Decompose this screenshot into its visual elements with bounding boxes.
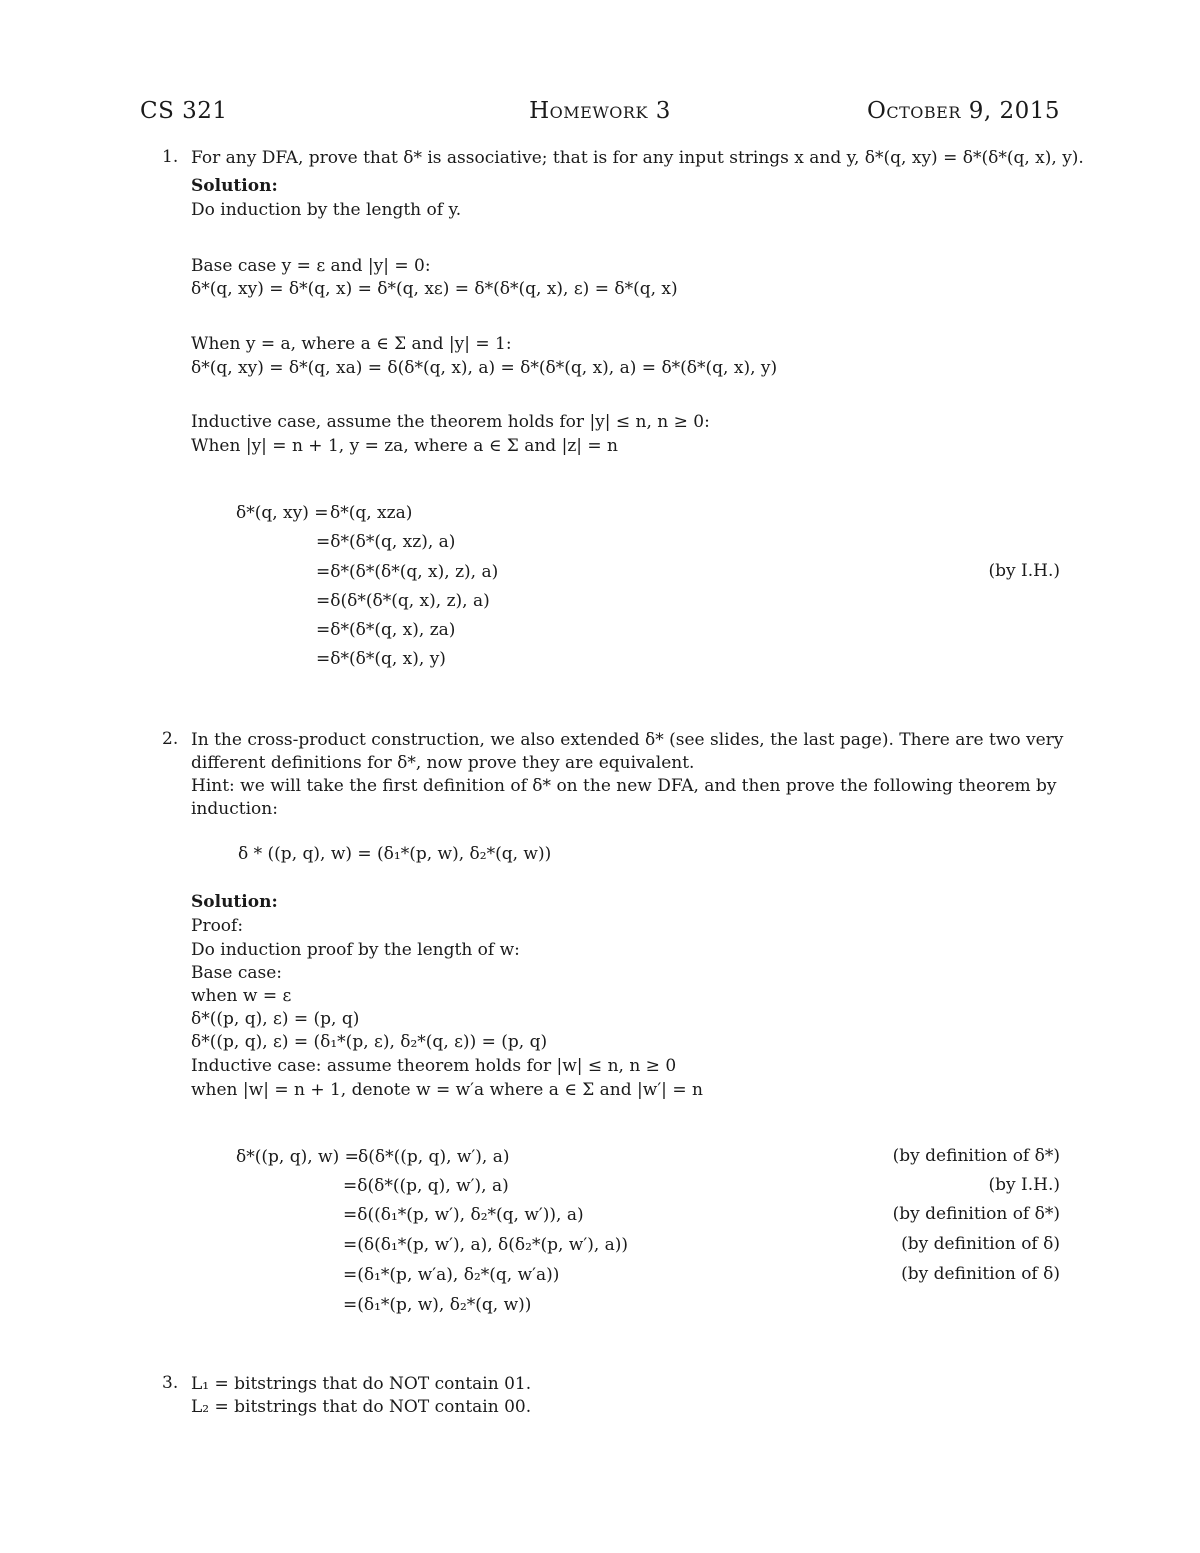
math-line: δ*(q, xy) = δ*(q, x) = δ*(q, xε) = δ*(δ*(q, x), ε) = δ*(q, x) [191, 279, 678, 299]
text-line: Base case: [191, 963, 282, 983]
document-date: October 9, 2015 [867, 98, 1060, 124]
text-line: Do induction proof by the length of w: [191, 940, 520, 960]
solution-label: Solution: [191, 892, 278, 912]
equation-row: =δ(δ*(δ*(q, x), z), a) [316, 591, 490, 611]
problem-number: 1. [162, 147, 179, 167]
equation-justification: (by I.H.) [988, 1175, 1060, 1195]
problem-number: 2. [162, 729, 179, 749]
language-definition: L₂ = bitstrings that do NOT contain 00. [191, 1397, 532, 1417]
text-line: Do induction by the length of y. [191, 200, 462, 220]
math-line: δ*((p, q), ε) = (p, q) [191, 1009, 360, 1029]
equation-row: =δ*(δ*(q, xz), a) [316, 532, 456, 552]
equation-lhs: δ*((p, q), w) = [236, 1147, 359, 1167]
equation-row: =δ*(δ*(q, x), za) [316, 620, 456, 640]
solution-label: Solution: [191, 176, 278, 196]
math-line: δ*(q, xy) = δ*(q, xa) = δ(δ*(q, x), a) = δ*(δ*(q, x), a) = δ*(δ*(q, x), y) [191, 358, 778, 378]
text-line: when w = ε [191, 986, 292, 1006]
equation-row: =δ*(δ*(q, x), y) [316, 649, 446, 669]
course-code: CS 321 [140, 98, 228, 124]
problem-statement: In the cross-product construction, we also extended δ* (see slides, the last page). There are two very [191, 730, 1064, 750]
text-line: Inductive case, assume the theorem holds for |y| ≤ n, n ≥ 0: [191, 412, 710, 432]
problem-statement: For any DFA, prove that δ* is associative; that is for any input strings x and y, δ*(q, xy) = δ*(δ*(q, x), y). [191, 148, 1084, 168]
text-line: when |w| = n + 1, denote w = w′a where a ∈ Σ and |w′| = n [191, 1080, 703, 1100]
equation-row: =δ*(δ*(δ*(q, x), z), a) [316, 562, 499, 582]
theorem-equation: δ * ((p, q), w) = (δ₁*(p, w), δ₂*(q, w)) [238, 844, 552, 864]
problem-statement: different definitions for δ*, now prove they are equivalent. [191, 753, 695, 773]
equation-row: =(δ(δ₁*(p, w′), a), δ(δ₂*(p, w′), a)) [343, 1235, 629, 1255]
equation-lhs: δ*(q, xy) = [236, 503, 329, 523]
hint-text: Hint: we will take the first definition of δ* on the new DFA, and then prove the following theorem by [191, 776, 1057, 796]
text-line: When |y| = n + 1, y = za, where a ∈ Σ and |z| = n [191, 436, 619, 456]
language-definition: L₁ = bitstrings that do NOT contain 01. [191, 1374, 532, 1394]
equation-row: δ(δ*((p, q), w′), a) [358, 1147, 510, 1167]
equation-justification: (by definition of δ) [901, 1234, 1060, 1254]
text-line: Proof: [191, 916, 244, 936]
equation-row: δ*(q, xza) [330, 503, 413, 523]
hint-text: induction: [191, 799, 278, 819]
equation-justification: (by definition of δ*) [892, 1146, 1060, 1166]
page-header [140, 98, 1060, 128]
equation-row: =δ(δ*((p, q), w′), a) [343, 1176, 509, 1196]
math-line: δ*((p, q), ε) = (δ₁*(p, ε), δ₂*(q, ε)) = (p, q) [191, 1032, 548, 1052]
problem-number: 3. [162, 1373, 179, 1393]
equation-justification: (by definition of δ) [901, 1264, 1060, 1284]
text-line: Inductive case: assume theorem holds for |w| ≤ n, n ≥ 0 [191, 1056, 677, 1076]
equation-row: =(δ₁*(p, w), δ₂*(q, w)) [343, 1295, 532, 1315]
text-line: When y = a, where a ∈ Σ and |y| = 1: [191, 334, 512, 354]
equation-justification: (by I.H.) [988, 561, 1060, 581]
document-title: Homework 3 [529, 98, 671, 124]
equation-row: =(δ₁*(p, w′a), δ₂*(q, w′a)) [343, 1265, 560, 1285]
equation-row: =δ((δ₁*(p, w′), δ₂*(q, w′)), a) [343, 1205, 584, 1225]
equation-justification: (by definition of δ*) [892, 1204, 1060, 1224]
text-line: Base case y = ε and |y| = 0: [191, 256, 431, 276]
